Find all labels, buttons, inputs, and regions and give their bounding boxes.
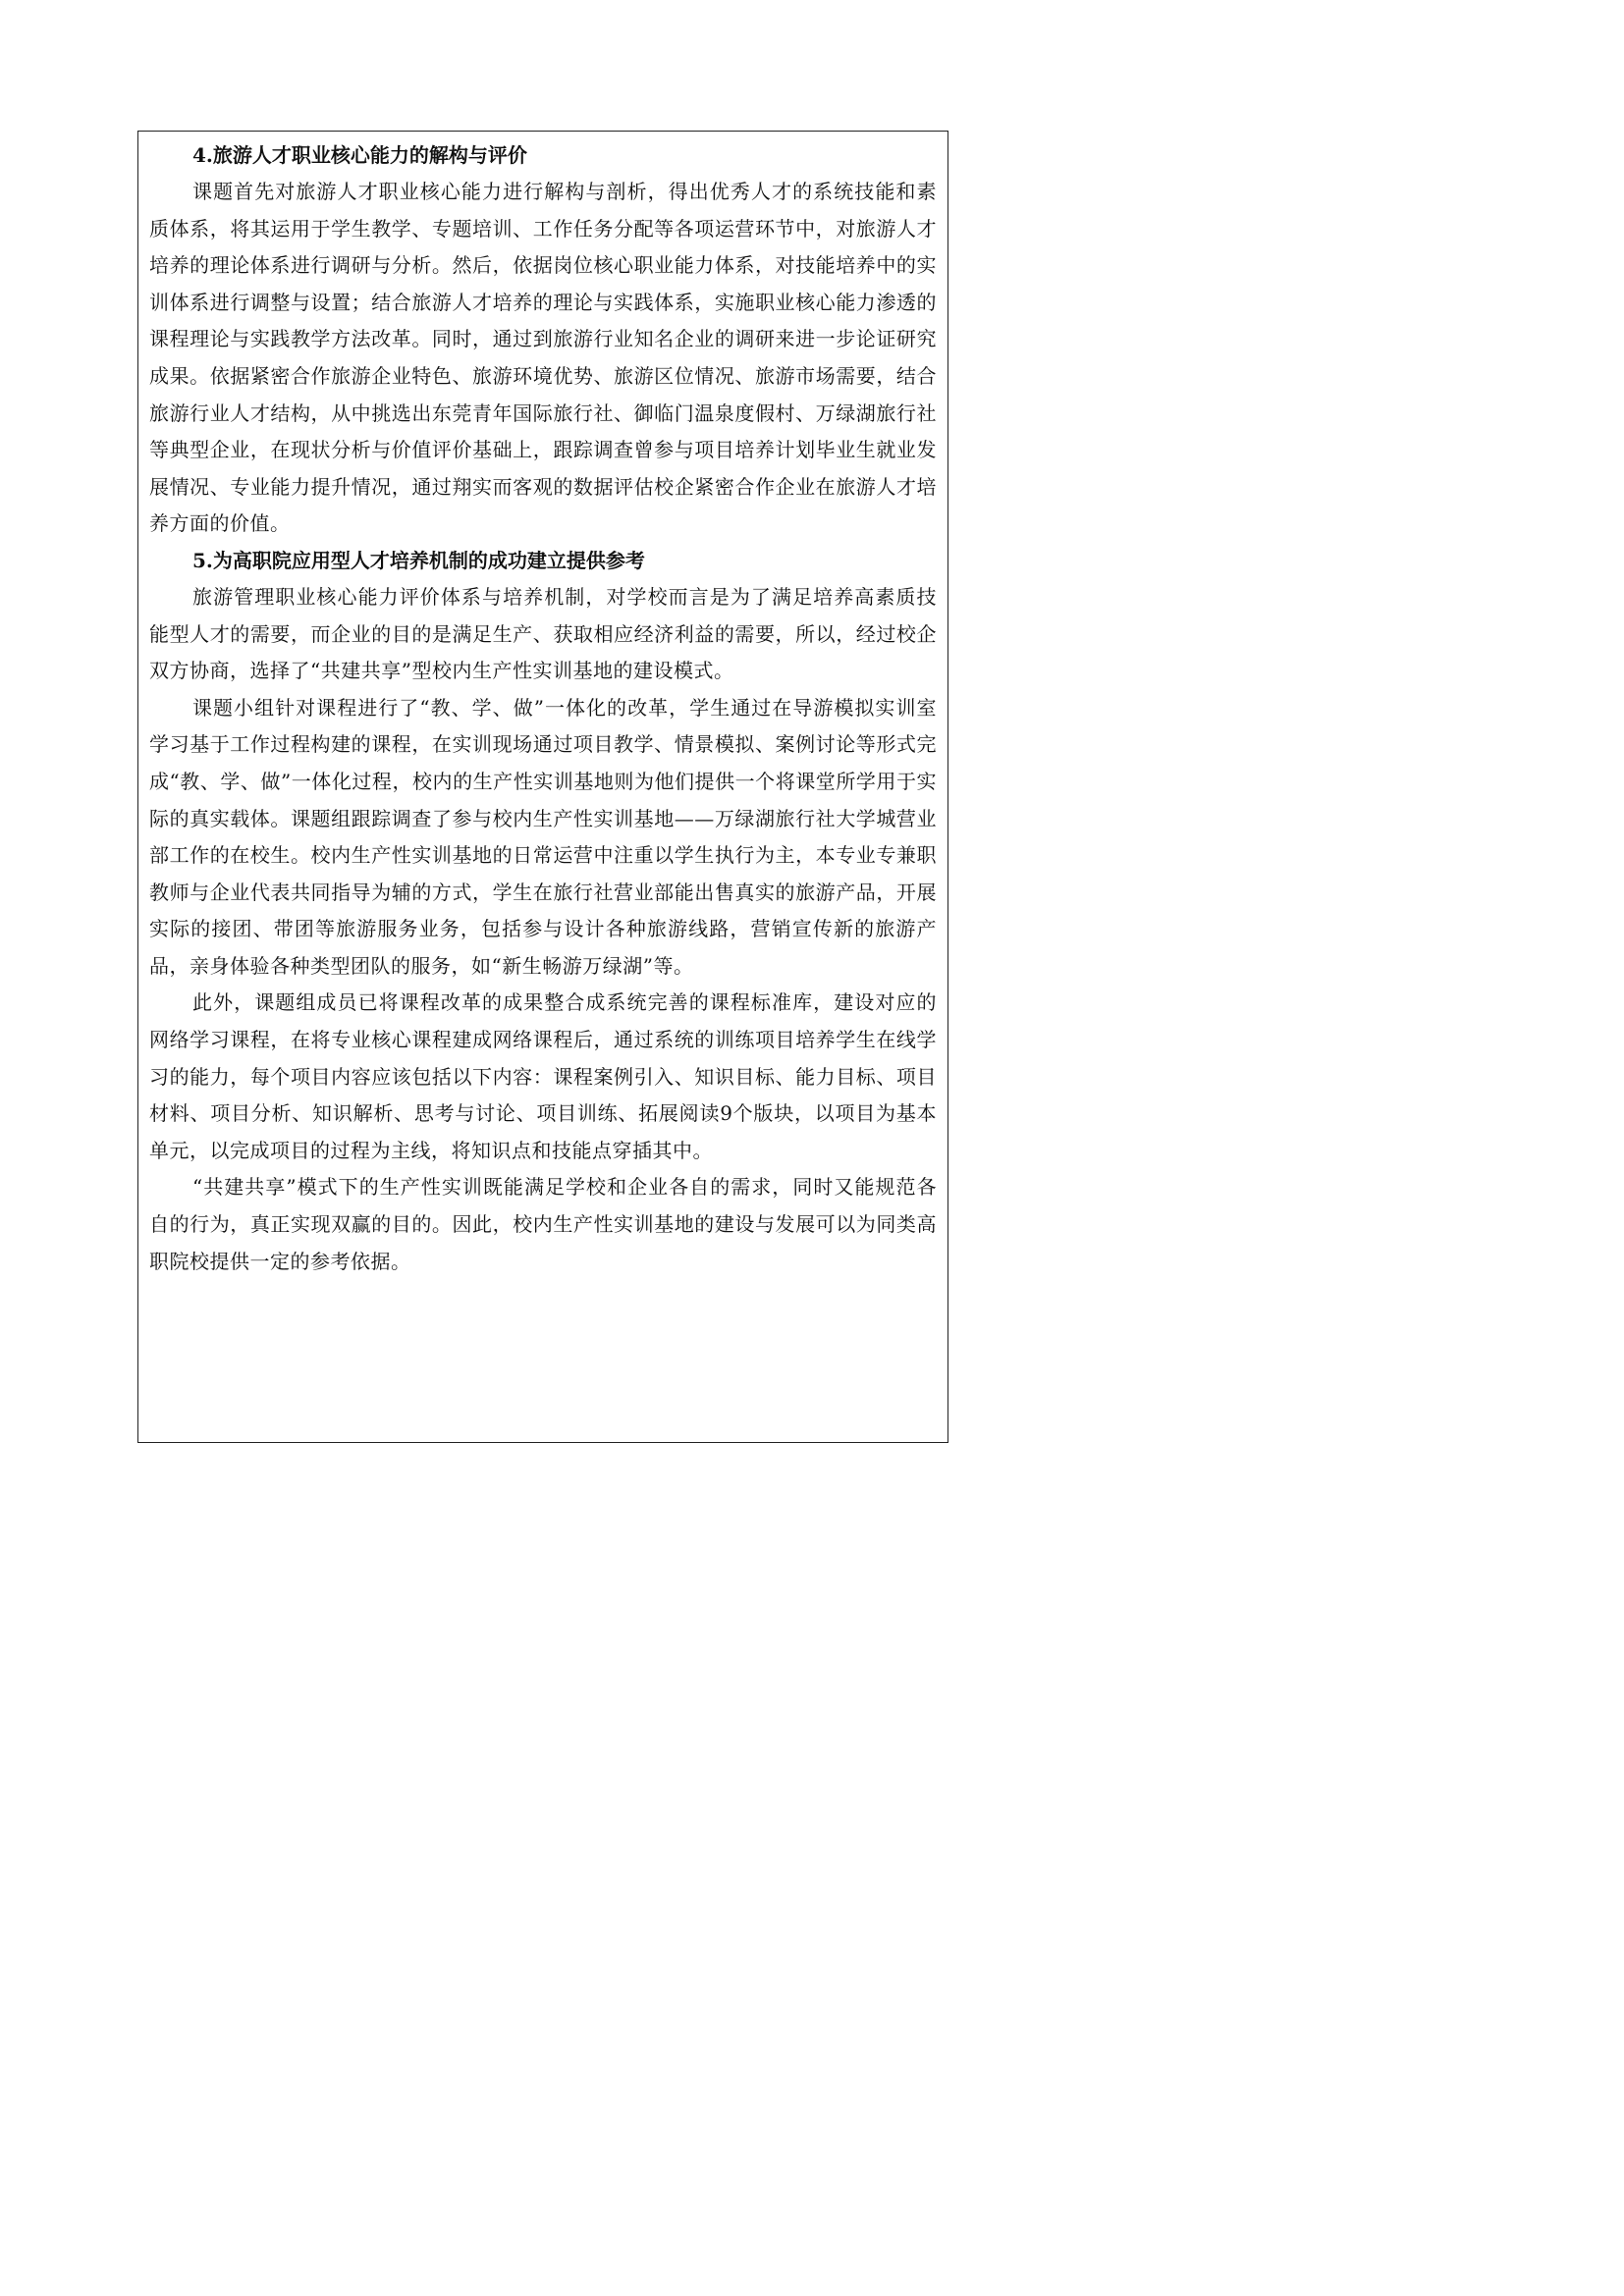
section-5-paragraph-2: 课题小组针对课程进行了“教、学、做”一体化的改革，学生通过在导游模拟实训室学习基于工作过程构建的课程，在实训现场通过项目教学、情景模拟、案例讨论等形式完成“教、学、做”一体化过程，校内的生产性实训基地则为他们提供一个将课堂所学用于实际的真实载体。课题组跟踪调查了参与校内生产性实训基地——万绿湖旅行社大学城营业部工作的在校生。校内生产性实训基地的日常运营中注重以学生执行为主，本专业专兼职教师与企业代表共同指导为辅的方式，学生在旅行社营业部能出售真实的旅游产品，开展实际的接团、带团等旅游服务业务，包括参与设计各种旅游线路，营销宣传新的旅游产品，亲身体验各种类型团队的服务，如“新生畅游万绿湖”等。 bbox=[149, 695, 937, 978]
section-5-paragraph-1: 旅游管理职业核心能力评价体系与培养机制，对学校而言是为了满足培养高素质技能型人才的需要，而企业的目的是满足生产、获取相应经济利益的需要，所以，经过校企双方协商，选择了“共建共享”型校内生产性实训基地的建设模式。 bbox=[149, 584, 937, 683]
section-5-paragraph-3: 此外，课题组成员已将课程改革的成果整合成系统完善的课程标准库，建设对应的网络学习课程，在将专业核心课程建成网络课程后，通过系统的训练项目培养学生在线学习的能力，每个项目内容应该包括以下内容：课程案例引入、知识目标、能力目标、项目材料、项目分析、知识解析、思考与讨论、项目训练、拓展阅读9个版块，以项目为基本单元，以完成项目的过程为主线，将知识点和技能点穿插其中。 bbox=[149, 990, 937, 1162]
section-5-paragraph-4: “共建共享”模式下的生产性实训既能满足学校和企业各自的需求，同时又能规范各自的行为，真正实现双赢的目的。因此，校内生产性实训基地的建设与发展可以为同类高职院校提供一定的参考依据。 bbox=[149, 1175, 937, 1273]
section-5-heading: 5.为高职院应用型人才培养机制的成功建立提供参考 bbox=[192, 548, 645, 572]
document-body bbox=[137, 137, 948, 1280]
section-4-paragraph: 课题首先对旅游人才职业核心能力进行解构与剖析，得出优秀人才的系统技能和素质体系，将其运用于学生教学、专题培训、工作任务分配等各项运营环节中，对旅游人才培养的理论体系进行调研与分析。然后，依据岗位核心职业能力体系，对技能培养中的实训体系进行调整与设置；结合旅游人才培养的理论与实践体系，实施职业核心能力渗透的课程理论与实践教学方法改革。同时，通过到旅游行业知名企业的调研来进一步论证研究成果。依据紧密合作旅游企业特色、旅游环境优势、旅游区位情况、旅游市场需要，结合旅游行业人才结构，从中挑选出东莞青年国际旅行社、御临门温泉度假村、万绿湖旅行社等典型企业，在现状分析与价值评价基础上，跟踪调查曾参与项目培养计划毕业生就业发展情况、专业能力提升情况，通过翔实而客观的数据评估校企紧密合作企业在旅游人才培养方面的价值。 bbox=[149, 180, 937, 536]
section-4-heading: 4.旅游人才职业核心能力的解构与评价 bbox=[192, 143, 527, 167]
